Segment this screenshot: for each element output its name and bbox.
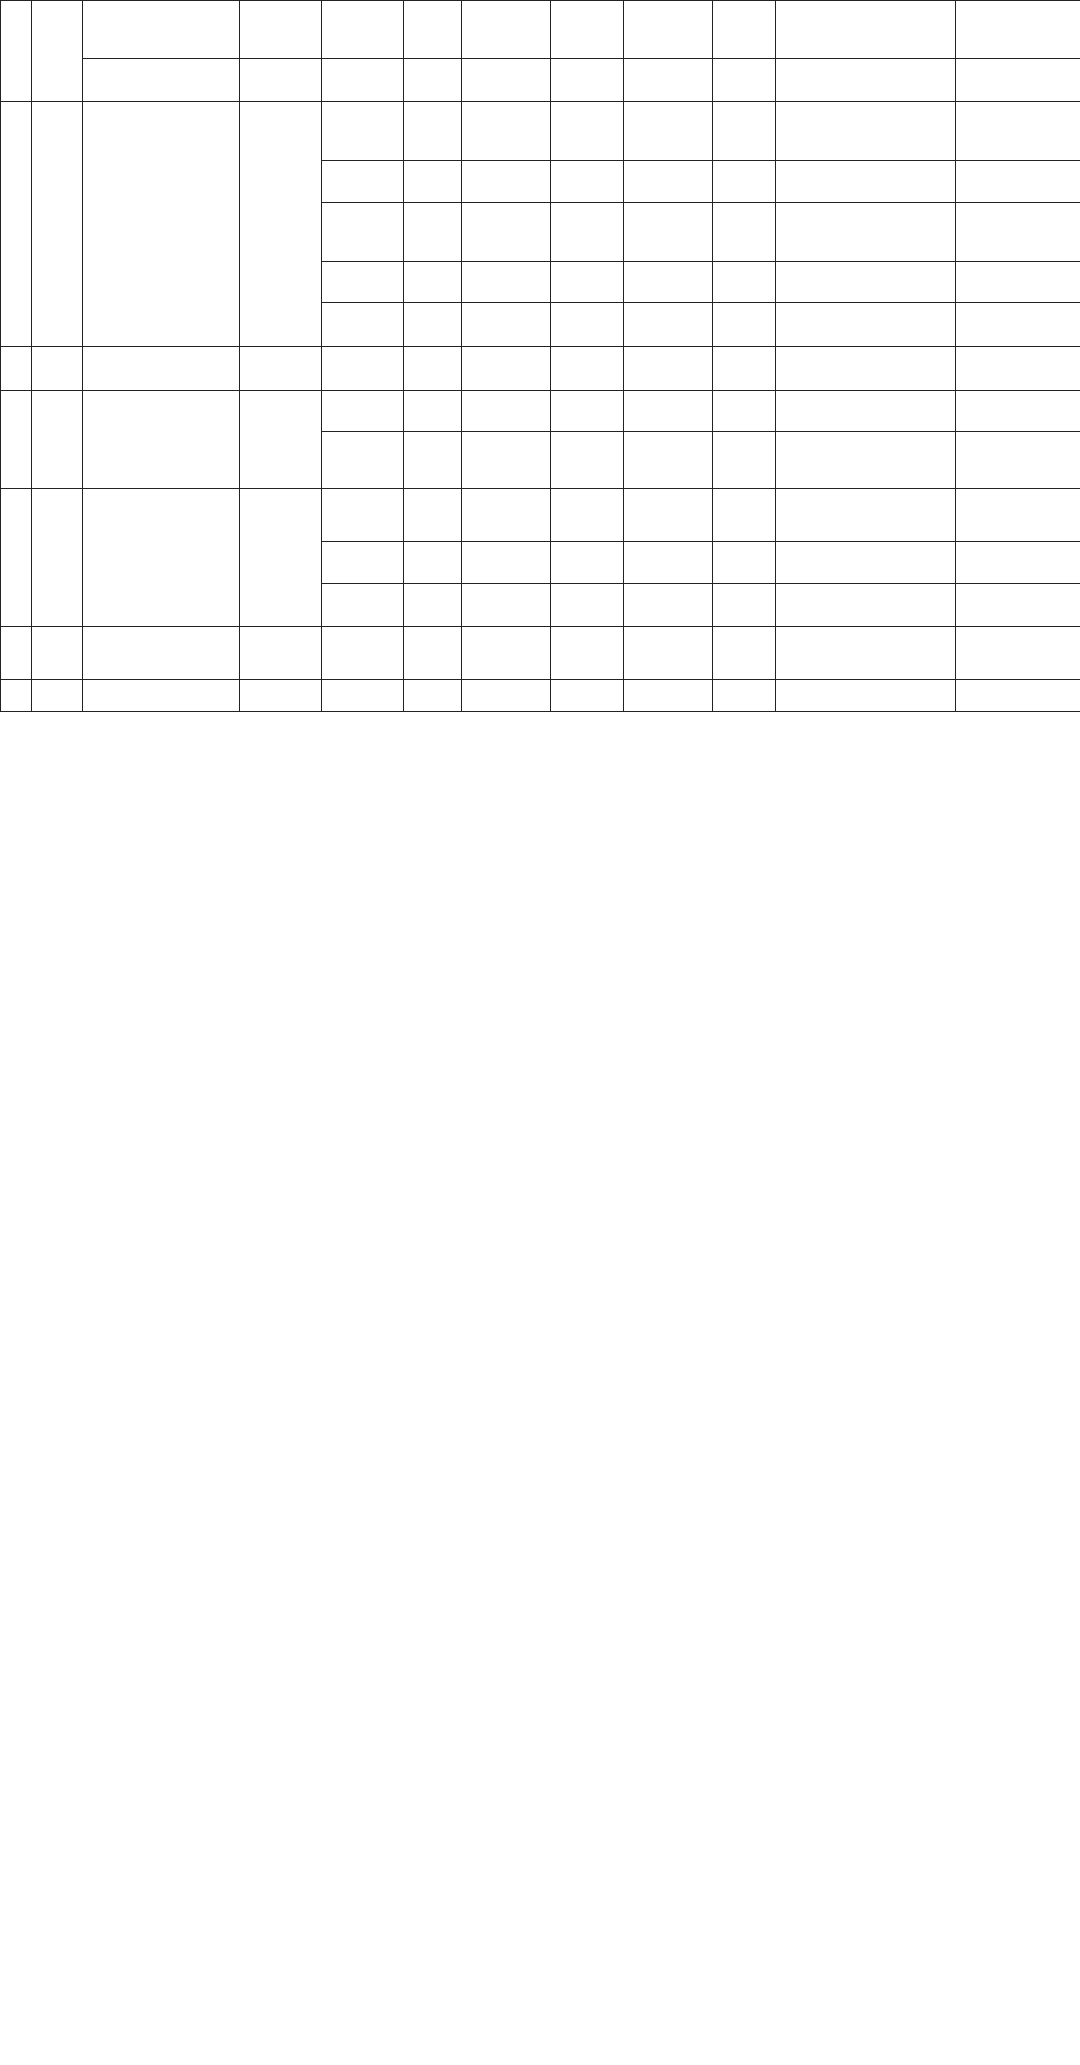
- education-level: [624, 59, 713, 102]
- post-code: [322, 391, 404, 432]
- post-name: [462, 584, 551, 627]
- row-number: [1, 391, 32, 489]
- other-requirement: [956, 161, 1080, 203]
- post-name: [462, 203, 551, 262]
- hire-count: [551, 347, 624, 391]
- major-requirement: [776, 59, 956, 102]
- major-requirement: [776, 680, 956, 712]
- other-requirement: [956, 347, 1080, 391]
- unit-name: [83, 627, 240, 680]
- education-level: [624, 584, 713, 627]
- hire-count: [551, 303, 624, 347]
- row-number: [1, 102, 32, 347]
- education-level: [624, 303, 713, 347]
- major-requirement: [776, 432, 956, 489]
- post-category: [404, 489, 462, 542]
- unit-name: [83, 59, 240, 102]
- post-category: [404, 303, 462, 347]
- post-code: [322, 1, 404, 59]
- department-name: [32, 391, 83, 489]
- major-requirement: [776, 627, 956, 680]
- education-level: [624, 680, 713, 712]
- hire-count: [551, 1, 624, 59]
- row-number: [1, 680, 32, 712]
- education-level: [624, 1, 713, 59]
- table-row: [1, 1, 1080, 59]
- post-name: [462, 542, 551, 584]
- post-category: [404, 432, 462, 489]
- other-requirement: [956, 1, 1080, 59]
- post-name: [462, 489, 551, 542]
- post-code: [322, 59, 404, 102]
- post-name: [462, 59, 551, 102]
- post-category: [404, 391, 462, 432]
- table-row: [1, 627, 1080, 680]
- major-requirement: [776, 391, 956, 432]
- unit-funding-type: [240, 680, 322, 712]
- table-row: [1, 102, 1080, 161]
- hire-count: [551, 161, 624, 203]
- post-name: [462, 432, 551, 489]
- degree: [713, 262, 776, 303]
- post-category: [404, 347, 462, 391]
- degree: [713, 584, 776, 627]
- degree: [713, 347, 776, 391]
- table-row: [1, 391, 1080, 432]
- major-requirement: [776, 303, 956, 347]
- degree: [713, 303, 776, 347]
- unit-funding-type: [240, 627, 322, 680]
- post-code: [322, 203, 404, 262]
- post-category: [404, 680, 462, 712]
- education-level: [624, 489, 713, 542]
- post-category: [404, 627, 462, 680]
- major-requirement: [776, 542, 956, 584]
- row-number: [1, 347, 32, 391]
- table-row: [1, 347, 1080, 391]
- hire-count: [551, 680, 624, 712]
- hire-count: [551, 59, 624, 102]
- recruitment-table: [0, 0, 1080, 712]
- post-category: [404, 203, 462, 262]
- post-category: [404, 542, 462, 584]
- education-level: [624, 262, 713, 303]
- post-name: [462, 1, 551, 59]
- post-name: [462, 391, 551, 432]
- department-name: [32, 102, 83, 347]
- major-requirement: [776, 489, 956, 542]
- education-level: [624, 161, 713, 203]
- major-requirement: [776, 262, 956, 303]
- degree: [713, 391, 776, 432]
- unit-funding-type: [240, 102, 322, 347]
- post-name: [462, 627, 551, 680]
- recruitment-table-sheet: [0, 0, 1080, 712]
- education-level: [624, 432, 713, 489]
- education-level: [624, 203, 713, 262]
- post-category: [404, 59, 462, 102]
- major-requirement: [776, 161, 956, 203]
- unit-funding-type: [240, 391, 322, 489]
- post-name: [462, 262, 551, 303]
- degree: [713, 1, 776, 59]
- post-code: [322, 432, 404, 489]
- row-number: [1, 1, 32, 102]
- other-requirement: [956, 102, 1080, 161]
- degree: [713, 542, 776, 584]
- post-code: [322, 542, 404, 584]
- unit-name: [83, 680, 240, 712]
- hire-count: [551, 102, 624, 161]
- post-category: [404, 161, 462, 203]
- post-name: [462, 303, 551, 347]
- unit-name: [83, 1, 240, 59]
- other-requirement: [956, 627, 1080, 680]
- post-code: [322, 680, 404, 712]
- major-requirement: [776, 1, 956, 59]
- hire-count: [551, 262, 624, 303]
- post-code: [322, 262, 404, 303]
- department-name: [32, 347, 83, 391]
- post-name: [462, 102, 551, 161]
- degree: [713, 161, 776, 203]
- hire-count: [551, 489, 624, 542]
- hire-count: [551, 432, 624, 489]
- education-level: [624, 347, 713, 391]
- degree: [713, 203, 776, 262]
- post-code: [322, 102, 404, 161]
- post-code: [322, 627, 404, 680]
- table-row: [1, 680, 1080, 712]
- unit-name: [83, 102, 240, 347]
- unit-name: [83, 391, 240, 489]
- department-name: [32, 1, 83, 102]
- post-name: [462, 680, 551, 712]
- hire-count: [551, 203, 624, 262]
- row-number: [1, 489, 32, 627]
- degree: [713, 432, 776, 489]
- unit-funding-type: [240, 1, 322, 59]
- hire-count: [551, 627, 624, 680]
- education-level: [624, 627, 713, 680]
- other-requirement: [956, 262, 1080, 303]
- post-name: [462, 161, 551, 203]
- other-requirement: [956, 584, 1080, 627]
- other-requirement: [956, 432, 1080, 489]
- table-row: [1, 59, 1080, 102]
- degree: [713, 680, 776, 712]
- post-name: [462, 347, 551, 391]
- post-code: [322, 303, 404, 347]
- other-requirement: [956, 203, 1080, 262]
- education-level: [624, 542, 713, 584]
- other-requirement: [956, 542, 1080, 584]
- other-requirement: [956, 489, 1080, 542]
- other-requirement: [956, 59, 1080, 102]
- post-code: [322, 347, 404, 391]
- degree: [713, 489, 776, 542]
- unit-funding-type: [240, 489, 322, 627]
- post-category: [404, 1, 462, 59]
- department-name: [32, 489, 83, 627]
- unit-funding-type: [240, 59, 322, 102]
- major-requirement: [776, 102, 956, 161]
- unit-name: [83, 489, 240, 627]
- hire-count: [551, 584, 624, 627]
- hire-count: [551, 542, 624, 584]
- other-requirement: [956, 680, 1080, 712]
- other-requirement: [956, 303, 1080, 347]
- post-code: [322, 489, 404, 542]
- other-requirement: [956, 391, 1080, 432]
- major-requirement: [776, 584, 956, 627]
- post-code: [322, 161, 404, 203]
- degree: [713, 102, 776, 161]
- degree: [713, 59, 776, 102]
- degree: [713, 627, 776, 680]
- department-name: [32, 627, 83, 680]
- row-number: [1, 627, 32, 680]
- table-body: [1, 1, 1080, 712]
- post-category: [404, 102, 462, 161]
- department-name: [32, 680, 83, 712]
- major-requirement: [776, 347, 956, 391]
- education-level: [624, 102, 713, 161]
- major-requirement: [776, 203, 956, 262]
- unit-funding-type: [240, 347, 322, 391]
- hire-count: [551, 391, 624, 432]
- post-category: [404, 584, 462, 627]
- table-row: [1, 489, 1080, 542]
- post-category: [404, 262, 462, 303]
- education-level: [624, 391, 713, 432]
- unit-name: [83, 347, 240, 391]
- post-code: [322, 584, 404, 627]
